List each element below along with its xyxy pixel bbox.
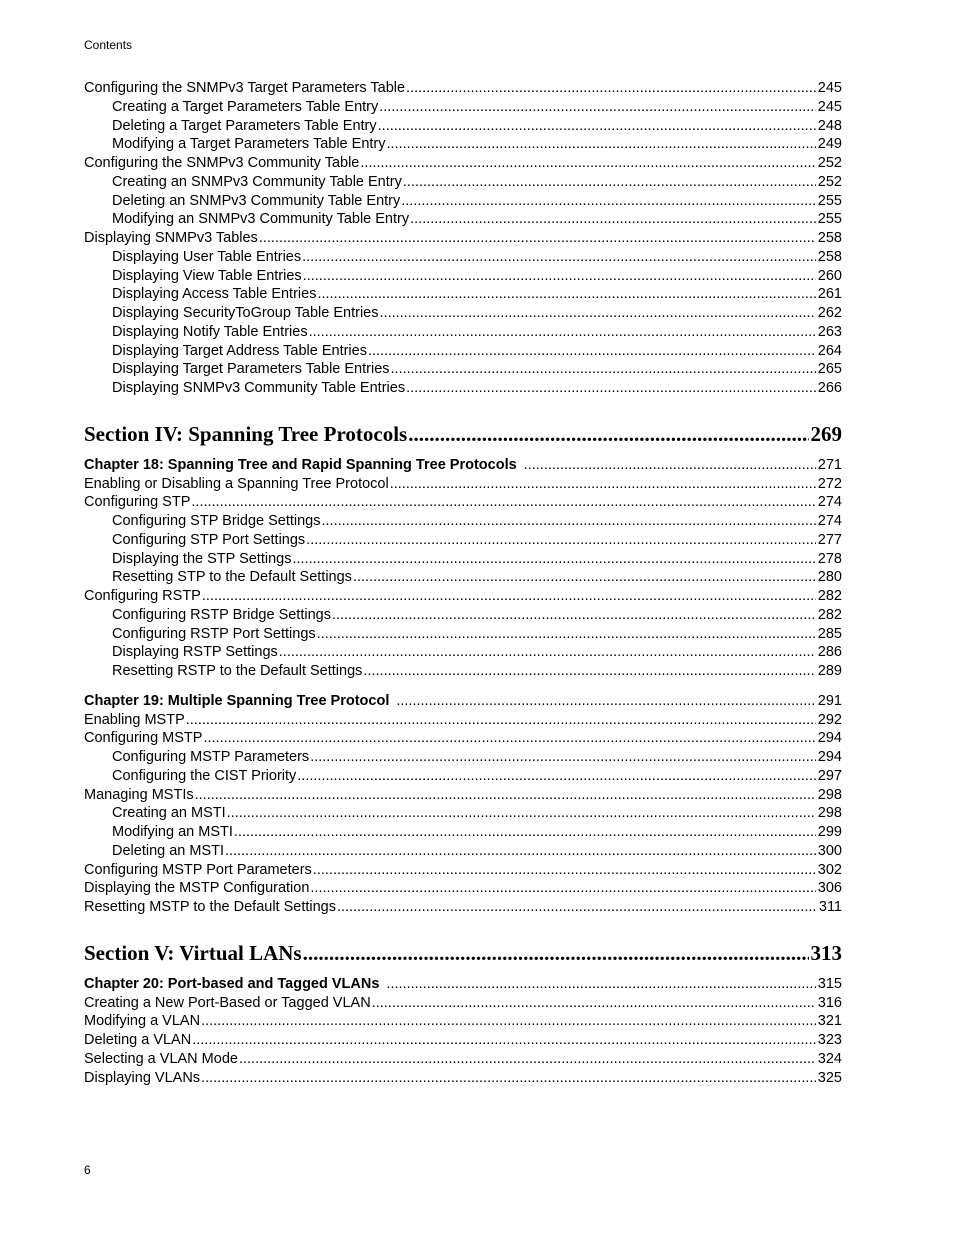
toc-entry-title: Deleting an SNMPv3 Community Table Entry — [112, 192, 401, 209]
chapter-title: Chapter 20: Port-based and Tagged VLANs — [84, 975, 380, 992]
toc-entry-page: 311 — [818, 899, 842, 915]
toc-entry-page: 282 — [817, 588, 842, 604]
toc-entry[interactable] — [84, 173, 842, 192]
toc-entry[interactable] — [84, 643, 842, 662]
section-title: Section V: Virtual LANs — [84, 940, 302, 965]
toc-entry-page: 277 — [817, 531, 842, 548]
toc-entry-page: 261 — [817, 286, 842, 303]
toc-entry-title: Deleting a Target Parameters Table Entry — [112, 117, 377, 134]
toc-entry[interactable] — [84, 154, 842, 173]
toc-entry-title: Configuring MSTP Port Parameters — [84, 861, 312, 878]
toc-entry[interactable] — [84, 79, 842, 98]
toc-entry-title: Configuring STP Bridge Settings — [112, 513, 321, 529]
toc-entry-page: 300 — [817, 842, 842, 859]
toc-entry-page: 325 — [817, 1069, 842, 1086]
toc-entry[interactable] — [84, 879, 842, 898]
toc-entry[interactable] — [84, 342, 842, 361]
toc-entry[interactable] — [84, 1050, 842, 1069]
toc-entry-title: Displaying SNMPv3 Tables — [84, 230, 258, 246]
toc-entry-page: 280 — [817, 569, 842, 586]
chapter-18-heading[interactable] — [84, 456, 842, 475]
toc-entry[interactable] — [84, 1031, 842, 1050]
toc-entry-title: Configuring RSTP Port Settings — [112, 625, 316, 642]
section-iv-heading[interactable] — [84, 419, 842, 449]
toc-entry-page: 266 — [817, 380, 842, 396]
chapter-page: 271 — [817, 456, 842, 473]
toc-entry-title: Configuring MSTP — [84, 730, 203, 747]
toc-entry-page: 299 — [817, 824, 842, 840]
toc-entry-page: 272 — [817, 475, 842, 492]
toc-entry-page: 258 — [817, 230, 842, 246]
toc-entry-page: 245 — [817, 80, 842, 96]
toc-entry-title: Displaying Notify Table Entries — [112, 323, 308, 340]
toc-entry-title: Configuring the SNMPv3 Community Table — [84, 155, 360, 171]
toc-entry-title: Enabling or Disabling a Spanning Tree Protocol — [84, 475, 389, 492]
toc-entry[interactable] — [84, 531, 842, 550]
toc-entry-title: Creating a New Port-Based or Tagged VLAN — [84, 994, 371, 1011]
toc-entry-page: 321 — [817, 1013, 842, 1030]
toc-entry-page: 285 — [817, 625, 842, 642]
toc-entry-title: Resetting RSTP to the Default Settings — [112, 663, 363, 679]
toc-entry[interactable] — [84, 587, 842, 606]
toc-entry-page: 263 — [817, 323, 842, 340]
toc-entry-page: 245 — [817, 98, 842, 115]
toc-entry-page: 306 — [817, 880, 842, 897]
table-of-contents — [84, 79, 842, 1087]
section-page: 313 — [810, 940, 842, 965]
section-v-heading[interactable] — [84, 938, 842, 968]
toc-entry[interactable] — [84, 229, 842, 248]
toc-entry[interactable] — [84, 767, 842, 786]
toc-entry-page: 264 — [817, 342, 842, 359]
toc-entry[interactable] — [84, 550, 842, 569]
toc-entry-page: 297 — [817, 767, 842, 784]
toc-entry-title: Displaying the MSTP Configuration — [84, 880, 310, 897]
toc-entry-page: 255 — [817, 211, 842, 228]
toc-entry-page: 294 — [817, 749, 842, 765]
chapter-page: 291 — [817, 692, 842, 709]
toc-entry-title: Configuring MSTP Parameters — [112, 749, 310, 765]
toc-entry-page: 262 — [817, 305, 842, 321]
toc-entry-title: Configuring STP — [84, 494, 191, 511]
toc-entry[interactable] — [84, 475, 842, 494]
toc-entry[interactable] — [84, 379, 842, 398]
section-title: Section IV: Spanning Tree Protocols — [84, 421, 408, 446]
toc-entry[interactable] — [84, 823, 842, 842]
toc-entry[interactable] — [84, 1069, 842, 1088]
toc-entry-title: Modifying a VLAN — [84, 1013, 201, 1030]
toc-entry[interactable] — [84, 748, 842, 767]
toc-entry[interactable] — [84, 135, 842, 154]
toc-entry-page: 282 — [817, 606, 842, 623]
toc-entry-page: 323 — [817, 1032, 842, 1048]
toc-entry-page: 292 — [817, 711, 842, 728]
toc-entry-title: Modifying an SNMPv3 Community Table Entry — [112, 211, 410, 228]
toc-entry-title: Configuring the CIST Priority — [112, 767, 297, 784]
toc-entry[interactable] — [84, 1012, 842, 1031]
toc-entry[interactable] — [84, 267, 842, 286]
toc-entry-title: Configuring STP Port Settings — [112, 531, 306, 548]
toc-entry[interactable] — [84, 248, 842, 267]
toc-entry[interactable] — [84, 512, 842, 531]
toc-entry-title: Deleting a VLAN — [84, 1032, 192, 1048]
toc-entry-title: Configuring RSTP Bridge Settings — [112, 606, 331, 623]
page-number: 6 — [84, 1163, 91, 1177]
toc-entry-title: Displaying RSTP Settings — [112, 644, 278, 661]
toc-entry-title: Displaying User Table Entries — [112, 248, 302, 265]
toc-entry[interactable] — [84, 861, 842, 880]
toc-entry-title: Displaying Access Table Entries — [112, 286, 317, 303]
toc-entry-title: Displaying View Table Entries — [112, 267, 302, 284]
toc-entry-page: 260 — [817, 267, 842, 284]
toc-entry-page: 298 — [817, 805, 842, 822]
toc-entry-page: 248 — [817, 117, 842, 134]
toc-entry-title: Selecting a VLAN Mode — [84, 1050, 238, 1067]
toc-block-snmpv3 — [84, 79, 842, 398]
toc-entry[interactable] — [84, 210, 842, 229]
toc-block-chapter-20 — [84, 994, 842, 1088]
toc-entry[interactable] — [84, 994, 842, 1013]
toc-block-chapter-18 — [84, 475, 842, 681]
toc-entry-page: 255 — [817, 192, 842, 209]
toc-entry-page: 316 — [817, 994, 842, 1011]
toc-entry[interactable] — [84, 98, 842, 117]
chapter-page: 315 — [817, 975, 842, 992]
toc-entry-title: Deleting an MSTI — [112, 842, 225, 859]
toc-entry-page: 289 — [817, 663, 842, 679]
toc-entry-page: 252 — [817, 173, 842, 190]
toc-entry[interactable] — [84, 898, 842, 917]
toc-entry[interactable] — [84, 786, 842, 805]
toc-entry-title: Modifying a Target Parameters Table Entry — [112, 136, 386, 153]
toc-entry[interactable] — [84, 360, 842, 379]
toc-entry[interactable] — [84, 711, 842, 730]
toc-entry-page: 294 — [817, 730, 842, 747]
toc-entry-title: Resetting STP to the Default Settings — [112, 569, 352, 586]
chapter-20-heading[interactable] — [84, 975, 842, 994]
toc-entry[interactable] — [84, 323, 842, 342]
toc-entry-title: Creating an MSTI — [112, 805, 226, 822]
toc-entry-title: Creating an SNMPv3 Community Table Entry — [112, 173, 402, 190]
chapter-19-heading[interactable] — [84, 692, 842, 711]
toc-entry[interactable] — [84, 804, 842, 823]
toc-entry-title: Displaying SNMPv3 Community Table Entries — [112, 380, 406, 396]
toc-entry[interactable] — [84, 842, 842, 861]
toc-entry[interactable] — [84, 192, 842, 211]
toc-entry-title: Displaying SecurityToGroup Table Entries — [112, 305, 379, 321]
toc-entry-title: Managing MSTIs — [84, 786, 194, 803]
toc-entry-page: 274 — [817, 513, 842, 529]
toc-entry-title: Displaying VLANs — [84, 1069, 201, 1086]
toc-entry-page: 274 — [817, 494, 842, 511]
toc-entry-page: 252 — [817, 155, 842, 171]
toc-entry[interactable] — [84, 304, 842, 323]
toc-entry-page: 265 — [817, 361, 842, 378]
toc-entry[interactable] — [84, 729, 842, 748]
toc-entry[interactable] — [84, 625, 842, 644]
toc-entry-page: 278 — [817, 550, 842, 567]
toc-entry-page: 324 — [817, 1050, 842, 1067]
toc-entry-title: Displaying Target Address Table Entries — [112, 342, 367, 359]
toc-entry-page: 258 — [817, 248, 842, 265]
toc-entry-title: Resetting MSTP to the Default Settings — [84, 899, 337, 915]
toc-entry[interactable] — [84, 117, 842, 136]
toc-entry-page: 249 — [817, 136, 842, 153]
toc-entry[interactable] — [84, 285, 842, 304]
section-page: 269 — [810, 421, 842, 446]
toc-entry-title: Configuring the SNMPv3 Target Parameters Table — [84, 80, 406, 96]
toc-entry-title: Enabling MSTP — [84, 711, 185, 728]
toc-entry-title: Creating a Target Parameters Table Entry — [112, 98, 379, 115]
chapter-title: Chapter 19: Multiple Spanning Tree Protocol — [84, 692, 390, 709]
toc-entry[interactable] — [84, 662, 842, 681]
chapter-title: Chapter 18: Spanning Tree and Rapid Spanning Tree Protocols — [84, 456, 517, 473]
toc-entry[interactable] — [84, 606, 842, 625]
toc-entry[interactable] — [84, 568, 842, 587]
toc-entry-title: Modifying an MSTI — [112, 824, 233, 840]
toc-entry-title: Displaying Target Parameters Table Entries — [112, 361, 390, 378]
toc-entry-page: 286 — [817, 644, 842, 661]
toc-entry-page: 298 — [817, 786, 842, 803]
running-header: Contents — [84, 38, 133, 52]
toc-entry[interactable] — [84, 493, 842, 512]
toc-entry-title: Displaying the STP Settings — [112, 550, 292, 567]
toc-block-chapter-19 — [84, 711, 842, 917]
toc-entry-page: 302 — [817, 861, 842, 878]
toc-entry-title: Configuring RSTP — [84, 588, 201, 604]
